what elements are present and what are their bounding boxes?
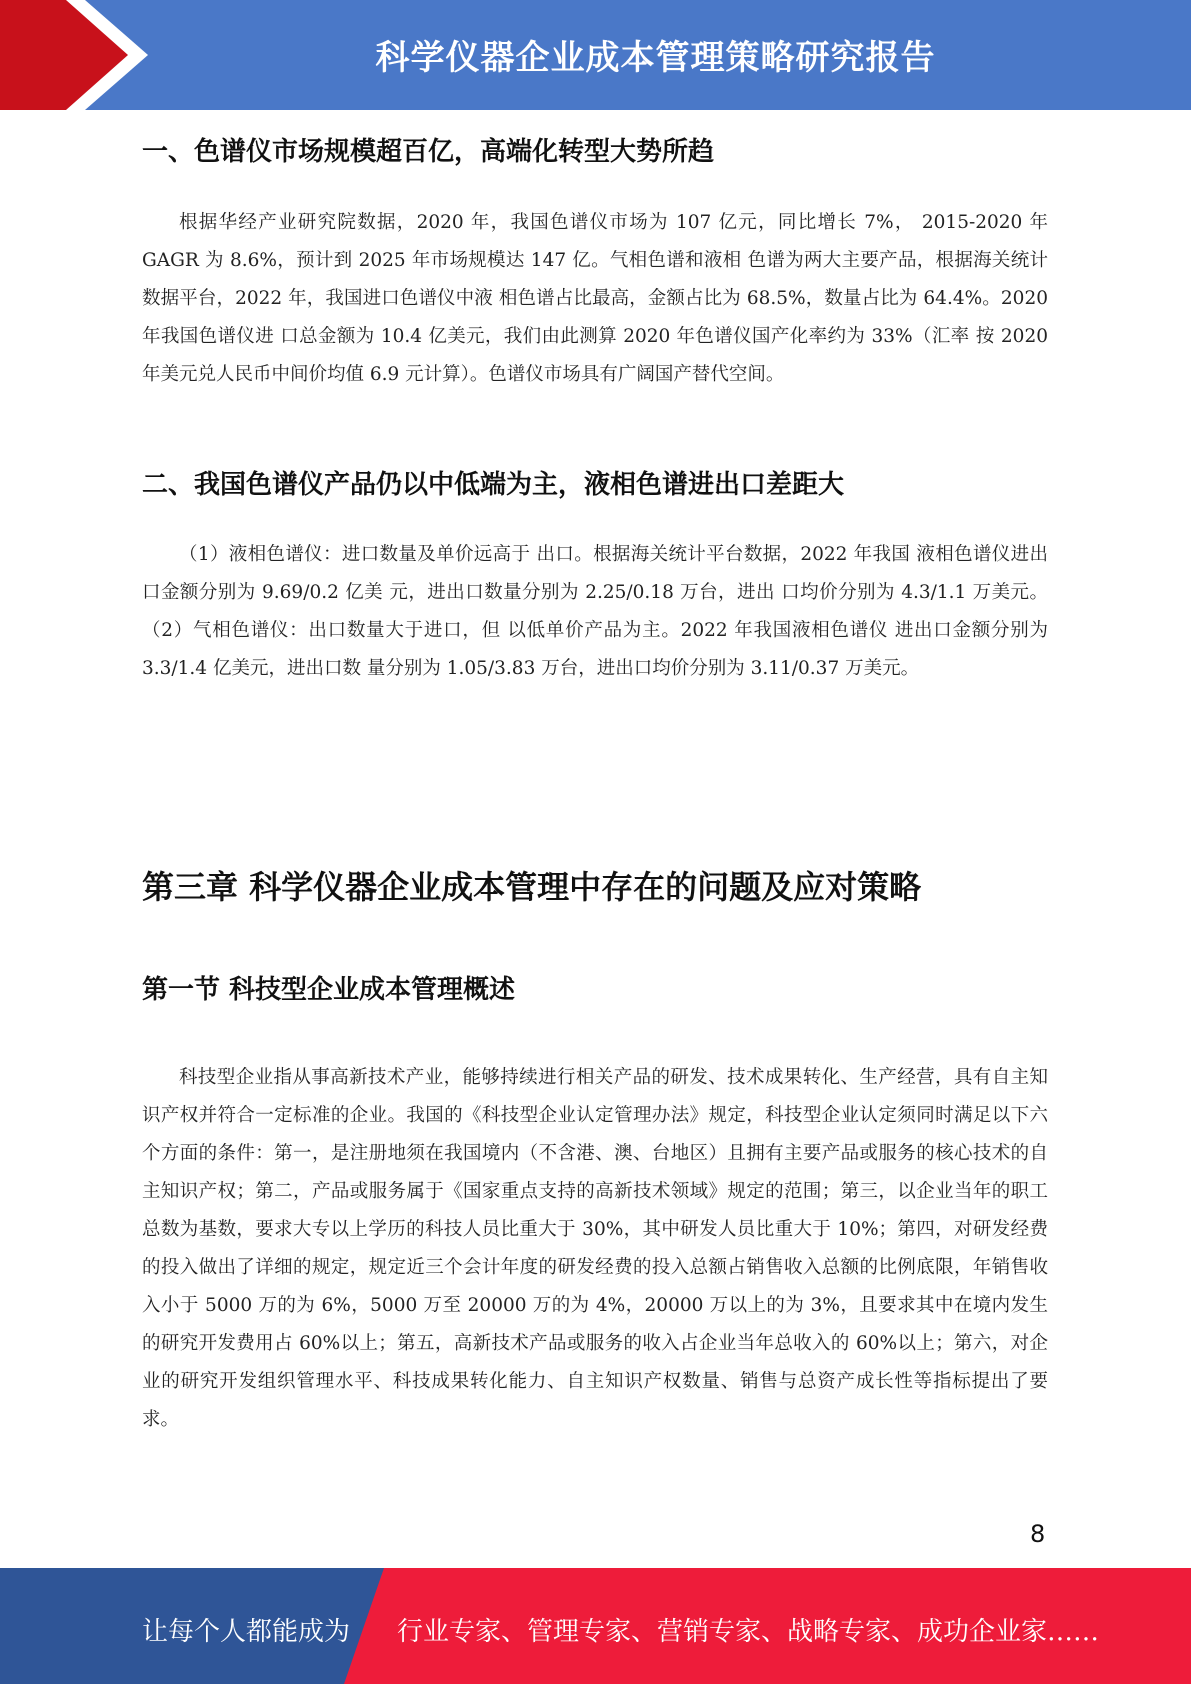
header-banner: [0, 0, 1191, 110]
section-1-paragraph: 根据华经产业研究院数据，2020 年，我国色谱仪市场为 107 亿元，同比增长 7%， 2015-2020 年 GAGR 为 8.6%，预计到 2025 年市场规模达 147 亿。气相色谱和液相 色谱为两大主要产品，根据海关统计数据平台，2022 年，我国进口色谱仪中液 相色谱占比最高，金额占比为 68.5%，数量占比为 64.4%。2020 年我国色谱仪进 口总金额为 10.4 亿美元，我们由此测算 2020 年色谱仪国产化率约为 33%（汇率 按 2020 年美元兑人民币中间价均值 6.9 元计算）。色谱仪市场具有广阔国产替代空间。: [142, 212, 1048, 385]
footer-slogan-right: 行业专家、管理专家、营销专家、战略专家、成功企业家……: [397, 1617, 1100, 1647]
footer-slogan-left: 让每个人都能成为: [142, 1617, 351, 1647]
section-body-paragraph: 科技型企业指从事高新技术产业，能够持续进行相关产品的研发、技术成果转化、生产经营，具有自主知识产权并符合一定标准的企业。我国的《科技型企业认定管理办法》规定，科技型企业认定须同时满足以下六个方面的条件：第一，是注册地须在我国境内（不含港、澳、台地区）且拥有主要产品或服务的核心技术的自主知识产权；第二，产品或服务属于《国家重点支持的高新技术领域》规定的范围；第三，以企业当年的职工总数为基数，要求大专以上学历的科技人员比重大于 30%，其中研发人员比重大于 10%；第四，对研发经费的投入做出了详细的规定，规定近三个会计年度的研发经费的投入总额占销售收入总额的比例底限，年销售收入小于 5000 万的为 6%，5000 万至 20000 万的为 4%，20000 万以上的为 3%，且要求其中在境内发生的研究开发费用占 60%以上；第五，高新技术产品或服务的收入占企业当年总收入的 60%以上；第六，对企业的研究开发组织管理水平、科技成果转化能力、自主知识产权数量、销售与总资产成长性等指标提出了要求。: [142, 1067, 1048, 1430]
report-title: 科学仪器企业成本管理策略研究报告: [375, 38, 936, 78]
chapter-heading: 第三章 科学仪器企业成本管理中存在的问题及应对策略: [142, 868, 922, 906]
section-heading-2: 二、我国色谱仪产品仍以中低端为主，液相色谱进出口差距大: [142, 470, 845, 500]
page-number: 8: [1030, 1520, 1046, 1548]
section-title: 第一节 科技型企业成本管理概述: [142, 975, 516, 1005]
section-heading-1: 一、色谱仪市场规模超百亿，高端化转型大势所趋: [142, 137, 715, 167]
section-2-paragraph: （1）液相色谱仪：进口数量及单价远高于 出口。根据海关统计平台数据，2022 年我国 液相色谱仪进出口金额分别为 9.69/0.2 亿美 元，进出口数量分别为 2.25/0.18 万台，进出 口均价分别为 4.3/1.1 万美元。 （2）气相色谱仪：出口数量大于进口，但 以低单价产品为主。2022 年我国液相色谱仪 进出口金额分别为 3.3/1.4 亿美元，进出口数 量分别为 1.05/3.83 万台，进出口均价分别为 3.11/0.37 万美元。: [142, 544, 1048, 679]
